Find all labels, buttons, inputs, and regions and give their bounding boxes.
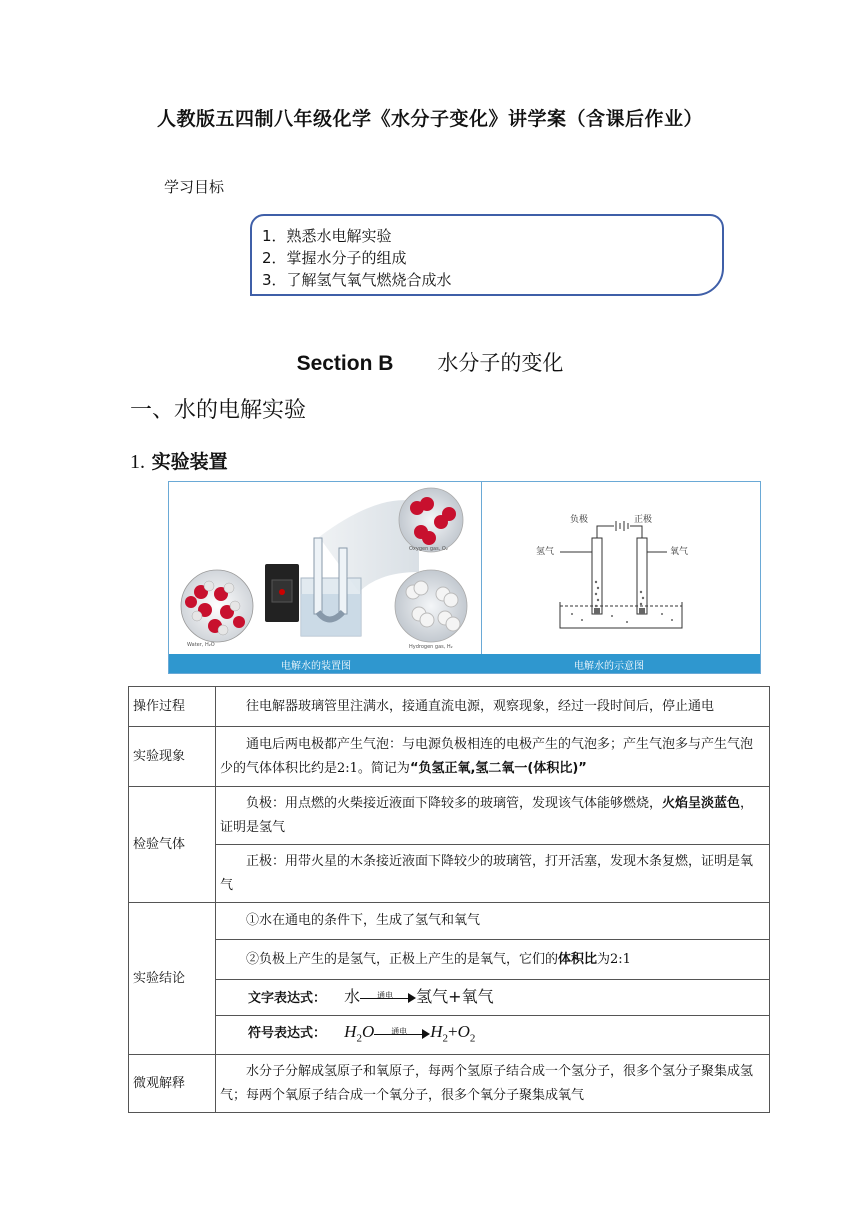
hydrogen-label: 氢气 (536, 547, 555, 557)
reaction-arrow (374, 1026, 430, 1040)
apparatus-photo (169, 482, 482, 654)
phenomenon-cell (216, 727, 770, 787)
section-code: Section B (296, 352, 394, 375)
right-caption: 电解水的示意图 (574, 661, 644, 672)
heading-text: 实验装置 (151, 451, 228, 473)
table-row (129, 845, 770, 903)
section-name: 水分子的变化 (437, 351, 564, 375)
oxygen-label: 氧气 (670, 547, 689, 557)
table-row (129, 980, 770, 1016)
document-title: 人教版五四制八年级化学《水分子变化》讲学案（含课后作业） (156, 108, 703, 130)
goals-box (250, 214, 724, 296)
row-label: 实验结论 (129, 903, 216, 1055)
test-negative-tail: ，证明是氢气 (220, 795, 754, 835)
goals-label: 学习目标 (164, 178, 225, 196)
test-positive-cell: 正极：用带火星的木条接近液面下降较少的玻璃管，打开活塞，发现木条复燃，证明是氧气 (216, 845, 770, 903)
table-row (129, 903, 770, 940)
micro-cell: 水分子分解成氢原子和氧原子，每两个氢原子结合成一个氢分子，很多个氢分子聚集成氢气；每两个氧原子结合成一个氧分子，很多个氧分子聚集成氧气 (216, 1055, 770, 1113)
figure-caption-bar (169, 654, 760, 673)
word-equation-label: 文字表达式： (248, 990, 327, 1006)
arrow-condition: 通电 (377, 991, 394, 1000)
electrolysis-diagram (482, 482, 760, 654)
heading-number: 1. (130, 451, 145, 473)
row-label: 微观解释 (129, 1055, 216, 1113)
water-label: Water, H₂O (187, 642, 215, 648)
phenomenon-text: 通电后两电极都产生气泡：与电源负极相连的电极产生的气泡多；产生气泡多与产生气泡少的气体体积比约是2:1。简记为 (220, 736, 754, 776)
electrolysis-schematic (482, 482, 760, 654)
word-equation-left: 水 (344, 986, 361, 1006)
oxygen-gas-label: Oxygen gas, O₂ (409, 546, 448, 552)
heading-electrolysis: 一、水的电解实验 (130, 398, 307, 423)
experiment-table (128, 686, 770, 1113)
conclusion-2-tail: 为2:1 (597, 951, 631, 967)
hydrogen-gas-label: Hydrogen gas, H₂ (409, 644, 453, 650)
symbol-equation: $H_2O$ 通电 $H_2+O_2$ (344, 1022, 476, 1045)
table-row (129, 940, 770, 980)
conclusion-2 (216, 940, 770, 980)
row-label: 操作过程 (129, 687, 216, 727)
conclusion-2-bold: 体积比 (558, 951, 598, 967)
negative-label: 负极 (570, 515, 589, 525)
positive-label: 正极 (634, 515, 653, 525)
table-row (129, 727, 770, 787)
apparatus-illustration (169, 482, 481, 654)
symbol-equation-cell (216, 1016, 770, 1055)
conclusion-2-text: ②负极上产生的是氢气，正极上产生的是氧气，它们的 (246, 951, 559, 967)
table-row (129, 787, 770, 845)
process-cell: 往电解器玻璃管里注满水，接通直流电源，观察现象，经过一段时间后，停止通电 (216, 687, 770, 727)
phenomenon-mnemonic: “负氢正氧,氢二氧一(体积比)” (409, 760, 587, 776)
row-label: 实验现象 (129, 727, 216, 787)
test-negative-text: 负极：用点燃的火柴接近液面下降较多的玻璃管，发现该气体能够燃烧， (246, 795, 663, 811)
word-equation-cell (216, 980, 770, 1016)
reaction-arrow (360, 990, 416, 1004)
test-negative-cell (216, 787, 770, 845)
goal-item: 1．熟悉水电解实验 (262, 227, 392, 245)
test-negative-bold: 火焰呈淡蓝色 (662, 795, 741, 811)
goal-item: 2．掌握水分子的组成 (262, 249, 407, 267)
word-equation (344, 987, 493, 1006)
symbol-equation-label: 符号表达式： (248, 1026, 327, 1041)
conclusion-1: ①水在通电的条件下，生成了氢气和氧气 (216, 903, 770, 940)
table-row (129, 687, 770, 727)
section-title (0, 347, 860, 377)
word-equation-right: 氢气+氧气 (416, 986, 494, 1006)
row-label: 检验气体 (129, 787, 216, 903)
heading-apparatus (130, 447, 228, 474)
left-caption: 电解水的装置图 (281, 661, 351, 672)
goal-item: 3．了解氢气氧气燃烧合成水 (262, 271, 452, 289)
electrolysis-figure (168, 481, 761, 674)
table-row (129, 1016, 770, 1055)
table-row (129, 1055, 770, 1113)
arrow-condition: 通电 (391, 1027, 408, 1037)
